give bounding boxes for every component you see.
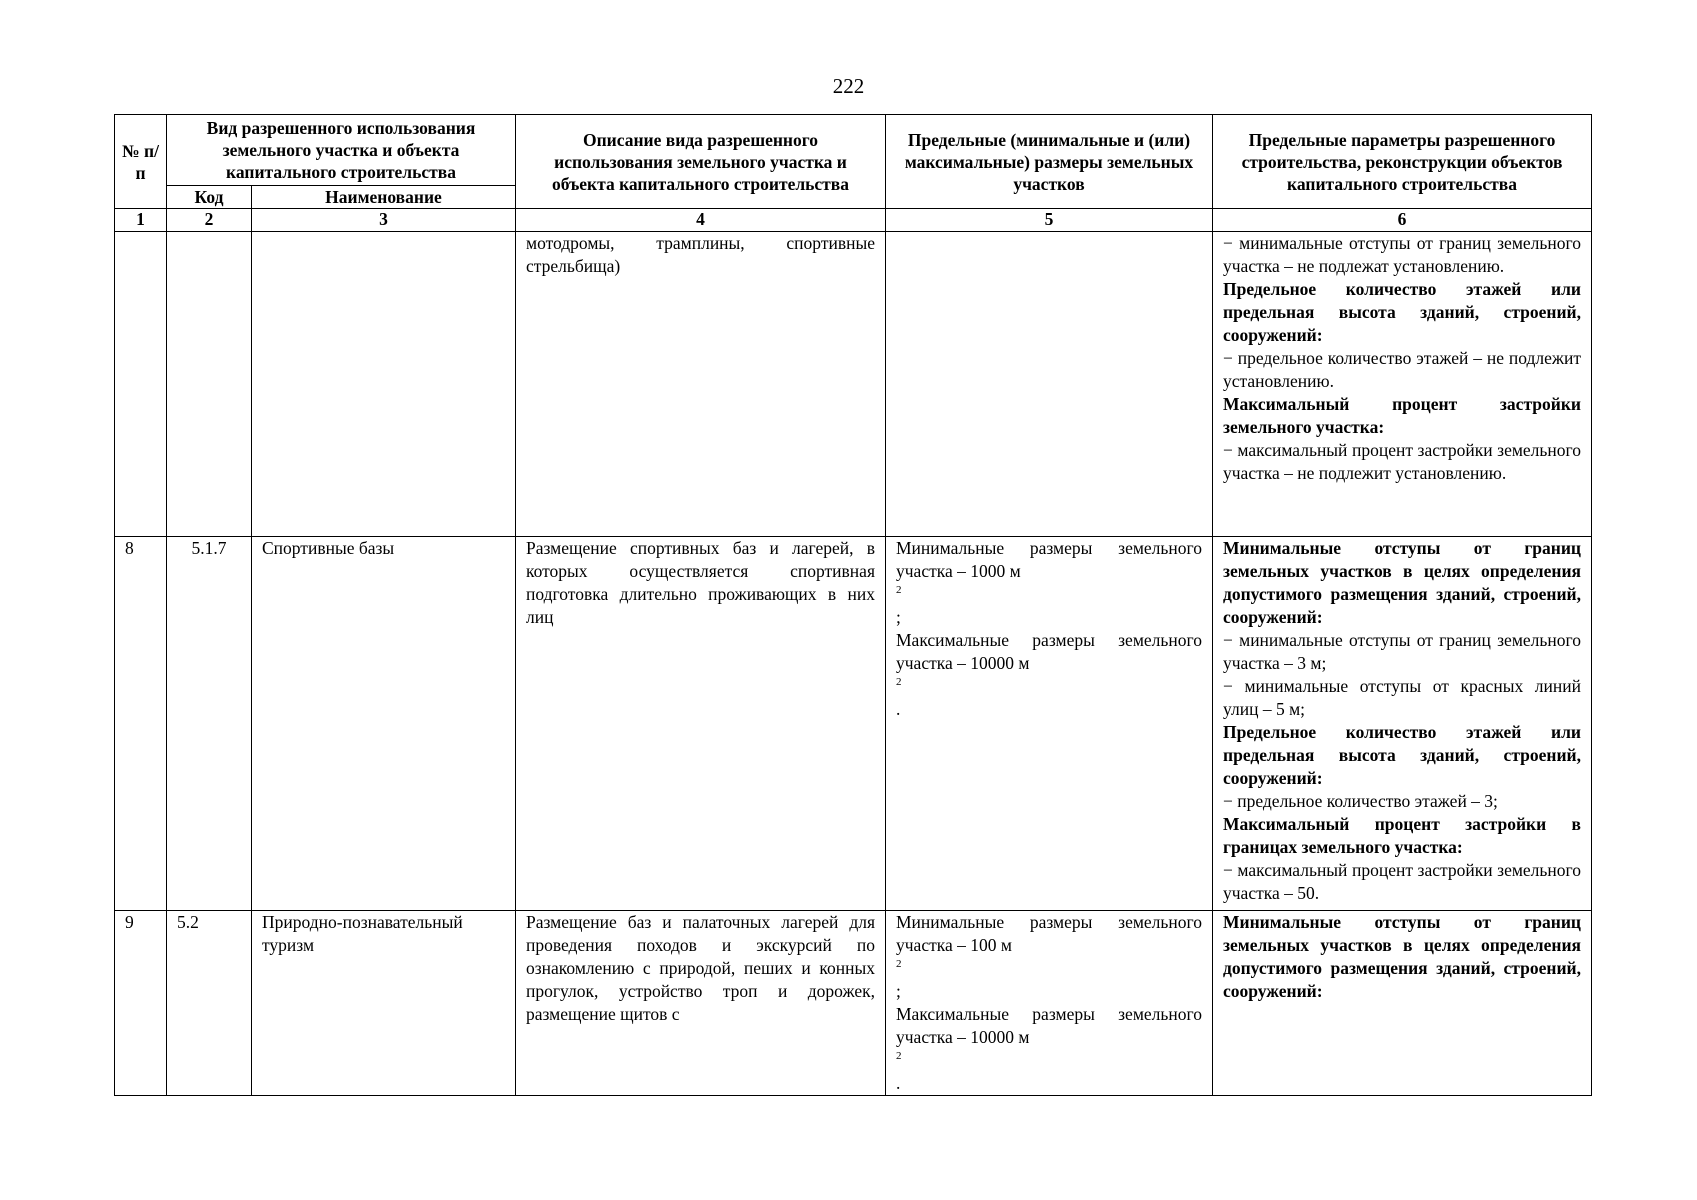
unit-power: 2	[896, 1050, 902, 1063]
table-row	[115, 232, 1592, 537]
header-col-params: Предельные параметры разрешенного строительства, реконструкции объектов капитального строительства	[1213, 115, 1592, 209]
param-heading: Минимальные отступы от границ земельных участков в целях определения допустимого размещения зданий, строений, сооружений:	[1223, 538, 1581, 627]
size-min-text: Минимальные размеры земельного участка – 100 м	[896, 912, 1202, 955]
param-heading: Максимальный процент застройки в границах земельного участка:	[1223, 814, 1581, 857]
header-col-code: Код	[167, 186, 252, 209]
size-min-end: ;	[896, 981, 901, 1001]
land-use-table	[114, 114, 1592, 1096]
unit-power: 2	[896, 676, 902, 689]
column-numbers-row	[115, 209, 1592, 232]
size-max-text: Максимальные размеры земельного участка – 10000 м	[896, 630, 1202, 673]
row-code: 5.2	[167, 911, 252, 1096]
row-code: 5.1.7	[167, 537, 252, 911]
param-heading: Максимальный процент застройки земельного участка:	[1223, 394, 1581, 437]
row-sizes	[886, 537, 1213, 911]
header-col-type-group: Вид разрешенного использования земельного участка и объекта капитального строительства	[167, 115, 516, 186]
param-heading: Предельное количество этажей или предельная высота зданий, строений, сооружений:	[1223, 722, 1581, 788]
param-line: − максимальный процент застройки земельного участка – 50.	[1223, 860, 1581, 903]
row-sizes	[886, 911, 1213, 1096]
header-col-number: № п/п	[115, 115, 167, 209]
column-number: 2	[167, 209, 252, 232]
row-name: Спортивные базы	[252, 537, 516, 911]
param-line: − максимальный процент застройки земельного участка – не подлежит установлению.	[1223, 440, 1581, 483]
size-max-text: Максимальные размеры земельного участка – 10000 м	[896, 1004, 1202, 1047]
row-description: мотодромы, трамплины, спортивные стрельбища)	[516, 232, 886, 537]
column-number: 1	[115, 209, 167, 232]
size-max-end: .	[896, 699, 901, 719]
column-number: 6	[1213, 209, 1592, 232]
size-max	[896, 1003, 1202, 1095]
param-line: − минимальные отступы от красных линий улиц – 5 м;	[1223, 676, 1581, 719]
param-line: − минимальные отступы от границ земельного участка – не подлежат установлению.	[1223, 233, 1581, 276]
param-heading: Минимальные отступы от границ земельных участков в целях определения допустимого размещения зданий, строений, сооружений:	[1223, 912, 1581, 1001]
unit-power: 2	[896, 958, 902, 971]
param-line: − минимальные отступы от границ земельного участка – 3 м;	[1223, 630, 1581, 673]
column-number: 4	[516, 209, 886, 232]
row-name: Природно-познавательный туризм	[252, 911, 516, 1096]
row-params	[1213, 911, 1592, 1096]
row-params	[1213, 232, 1592, 537]
page-number: 222	[832, 74, 865, 98]
row-description: Размещение баз и палаточных лагерей для проведения походов и экскурсий по ознакомлению с природой, пеших и конных прогулок, устройство троп и дорожек, размещение щитов с	[516, 911, 886, 1096]
row-code	[167, 232, 252, 537]
header-col-name: Наименование	[252, 186, 516, 209]
param-heading: Предельное количество этажей или предельная высота зданий, строений, сооружений:	[1223, 279, 1581, 345]
size-min	[896, 537, 1202, 629]
unit-power: 2	[896, 584, 902, 597]
row-description: Размещение спортивных баз и лагерей, в которых осуществляется спортивная подготовка длительно проживающих в них лиц	[516, 537, 886, 911]
size-min	[896, 911, 1202, 1003]
table-row	[115, 537, 1592, 911]
param-line: − предельное количество этажей – не подлежит установлению.	[1223, 348, 1581, 391]
column-number: 3	[252, 209, 516, 232]
row-number: 9	[115, 911, 167, 1096]
row-sizes	[886, 232, 1213, 537]
row-params	[1213, 537, 1592, 911]
size-min-text: Минимальные размеры земельного участка – 1000 м	[896, 538, 1202, 581]
size-max-end: .	[896, 1073, 901, 1093]
row-name	[252, 232, 516, 537]
header-col-sizes: Предельные (минимальные и (или) максимальные) размеры земельных участков	[886, 115, 1213, 209]
header-col-description: Описание вида разрешенного использования земельного участка и объекта капитального строительства	[516, 115, 886, 209]
column-number: 5	[886, 209, 1213, 232]
row-number: 8	[115, 537, 167, 911]
table-row	[115, 911, 1592, 1096]
param-line: − предельное количество этажей – 3;	[1223, 791, 1498, 811]
row-number	[115, 232, 167, 537]
size-max	[896, 629, 1202, 721]
size-min-end: ;	[896, 607, 901, 627]
